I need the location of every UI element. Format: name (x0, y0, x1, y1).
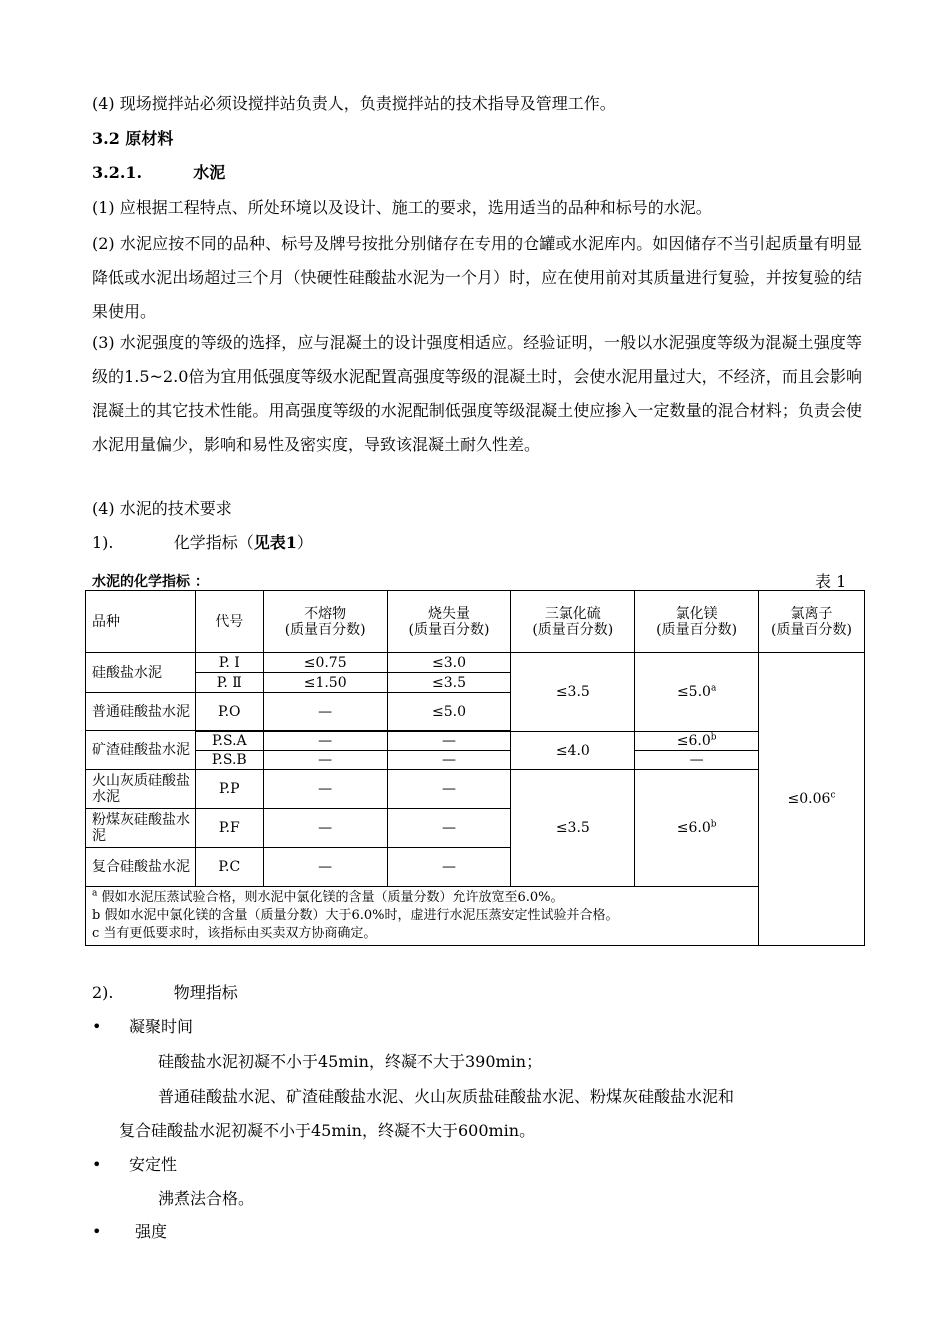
section-3-2-1-heading (92, 163, 225, 183)
header-mgo-label: 氯化镁 (675, 605, 718, 622)
header-so3 (511, 591, 635, 653)
header-mgo (635, 591, 759, 653)
cell-so3: ≤4.0 (511, 732, 635, 770)
header-so3-unit: (质量百分数) (532, 621, 614, 638)
paragraph-4: (4) 水泥的技术要求 (92, 499, 232, 518)
cell-mgo (635, 653, 759, 732)
cell-insoluble: — (263, 751, 387, 770)
cell-insoluble: ≤1.50 (263, 673, 387, 693)
section-3-2-heading: 3.2 原材料 (92, 129, 174, 148)
cell-variety: 普通硅酸盐水泥 (86, 693, 196, 731)
cell-variety: 矿渣硅酸盐水泥 (86, 731, 196, 770)
header-cl (759, 591, 865, 653)
bullet-icon: • (92, 1222, 102, 1241)
header-insoluble-unit: (质量百分数) (284, 621, 366, 638)
header-mgo-unit: (质量百分数) (656, 621, 738, 638)
section-number: 3.2.1. (92, 163, 143, 182)
bullet-icon: • (92, 1017, 102, 1036)
table-row (86, 653, 865, 673)
chemical-index-table (85, 590, 865, 946)
bullet-soundness: 安定性 (129, 1155, 178, 1174)
header-variety: 品种 (86, 591, 196, 653)
bullet-setting-time: 凝聚时间 (129, 1017, 194, 1036)
table-caption: 水泥的化学指标 ： (92, 574, 209, 590)
cell-variety: 火山灰质硅酸盐水泥 (86, 770, 196, 809)
bullet-icon: • (92, 1155, 102, 1174)
footnote-mark: b (710, 819, 717, 830)
cell-insoluble: ≤0.75 (263, 653, 387, 673)
paragraph-1: (1) 应根据工程特点、所处环境以及设计、施工的要求，选用适当的品种和标号的水泥。 (92, 198, 712, 217)
subsection-text: 化学指标（ (173, 533, 254, 552)
header-cl-label: 氯离子 (790, 605, 833, 622)
table-row (86, 770, 865, 809)
cell-so3: ≤3.5 (511, 770, 635, 887)
footnote-mark: a (710, 683, 717, 694)
cell-variety: 硅酸盐水泥 (86, 653, 196, 693)
cell-variety: 粉煤灰硅酸盐水泥 (86, 809, 196, 848)
cell-loss: — (387, 751, 511, 770)
header-code: 代号 (195, 591, 263, 653)
header-cl-unit: (质量百分数) (771, 621, 852, 638)
cell-loss: — (387, 732, 511, 751)
cell-mgo: — (635, 751, 759, 770)
header-insoluble-label: 不熔物 (304, 605, 347, 622)
table-ref: 见表1 (253, 533, 297, 552)
cell-code: P.C (195, 848, 263, 887)
cell-loss: ≤5.0 (387, 693, 511, 731)
note-b: b 假如水泥中氯化镁的含量（质量分数）大于6.0%时，虚进行水泥压蒸安定性试验并合格。 (92, 908, 619, 923)
cell-loss: ≤3.0 (387, 653, 511, 673)
cell-loss: — (387, 809, 511, 848)
cell-variety: 复合硅酸盐水泥 (86, 848, 196, 887)
footnote-mark: c (830, 790, 836, 801)
cl-value: ≤0.06 (787, 791, 831, 807)
setting-time-line-1: 硅酸盐水泥初凝不小于45min，终凝不大于390min； (158, 1052, 543, 1071)
note-c: c 当有更低要求时，该指标由买卖双方协商确定。 (92, 926, 377, 941)
table-label: 表 1 (815, 572, 847, 591)
soundness-line-1: 沸煮法合格。 (158, 1189, 255, 1208)
table-header-row (86, 591, 865, 653)
cell-loss: — (387, 848, 511, 887)
header-loss (387, 591, 511, 653)
note-a-text: 假如水泥压蒸试验合格，则水泥中氯化镁的含量（质量分数）允许放宽至6.0%。 (97, 890, 564, 905)
header-insoluble (263, 591, 387, 653)
subsection-close: ） (296, 533, 313, 552)
header-loss-unit: (质量百分数) (408, 621, 490, 638)
cell-mgo (635, 732, 759, 751)
subsection-number: 2). (92, 983, 114, 1002)
cell-so3: ≤3.5 (511, 653, 635, 732)
table-notes-row (86, 887, 865, 946)
cell-code: P.F (195, 809, 263, 848)
table-row (86, 751, 865, 770)
mgo-value: ≤6.0 (676, 820, 711, 836)
cell-code: P.S.B (195, 751, 263, 770)
setting-time-line-2: 普通硅酸盐水泥、矿渣硅酸盐水泥、火山灰质盐硅酸盐水泥、粉煤灰硅酸盐水泥和 (158, 1087, 735, 1106)
table-row (86, 732, 865, 751)
cell-code: P.O (195, 693, 263, 731)
subsection-text: 物理指标 (173, 983, 238, 1002)
paragraph-2: (2) 水泥应按不同的品种、标号及牌号按批分别储存在专用的仓罐或水泥库内。如因储存不当引起质量有明显降低或水泥出场超过三个月（快硬性硅酸盐水泥为一个月）时，应在使用前对其质量进行复验，并按复验的结果使用。 (92, 234, 862, 321)
subsection-1 (92, 533, 313, 553)
section-title: 水泥 (193, 163, 226, 182)
mgo-value: ≤6.0 (676, 733, 711, 749)
bullet-strength: 强度 (135, 1222, 168, 1241)
cell-insoluble: — (263, 770, 387, 809)
cell-mgo (635, 770, 759, 887)
footnote-mark: a (92, 888, 98, 899)
cell-insoluble: — (263, 848, 387, 887)
subsection-2 (92, 983, 238, 1003)
cell-loss: ≤3.5 (387, 673, 511, 693)
header-loss-label: 烧失量 (428, 605, 470, 622)
cell-code: P. Ⅱ (195, 673, 263, 693)
cell-code: P.P (195, 770, 263, 809)
mgo-value: ≤5.0 (676, 684, 711, 700)
cell-insoluble: — (263, 693, 387, 731)
footnote-mark: b (710, 732, 717, 743)
cell-code: P.S.A (195, 732, 263, 751)
table-notes (86, 887, 865, 946)
cell-loss: — (387, 770, 511, 809)
subsection-number: 1). (92, 533, 114, 552)
cell-code: P. Ⅰ (195, 653, 263, 673)
header-so3-label: 三氯化硫 (544, 605, 601, 622)
note-a (92, 889, 858, 907)
cell-insoluble: — (263, 732, 387, 751)
cell-insoluble: — (263, 809, 387, 848)
paragraph-3: (3) 水泥强度的等级的选择，应与混凝土的设计强度相适应。经验证明，一般以水泥强度等级为混凝土强度等级的1.5~2.0倍为宜用低强度等级水泥配置高强度等级的混凝土时，会使水泥用量过大，不经济，而且会影响混凝土的其它技术性能。用高强度等级的水泥配制低强度等级混凝土使应掺入一定数量的混合材料；负责会使水泥用量偏少，影响和易性及密实度，导致该混凝土耐久性差。 (92, 333, 862, 454)
item-4-text: (4) 现场搅拌站必须设搅拌站负责人，负责搅拌站的技术指导及管理工作。 (92, 94, 616, 113)
setting-time-line-3: 复合硅酸盐水泥初凝不小于45min，终凝不大于600min。 (119, 1121, 536, 1140)
